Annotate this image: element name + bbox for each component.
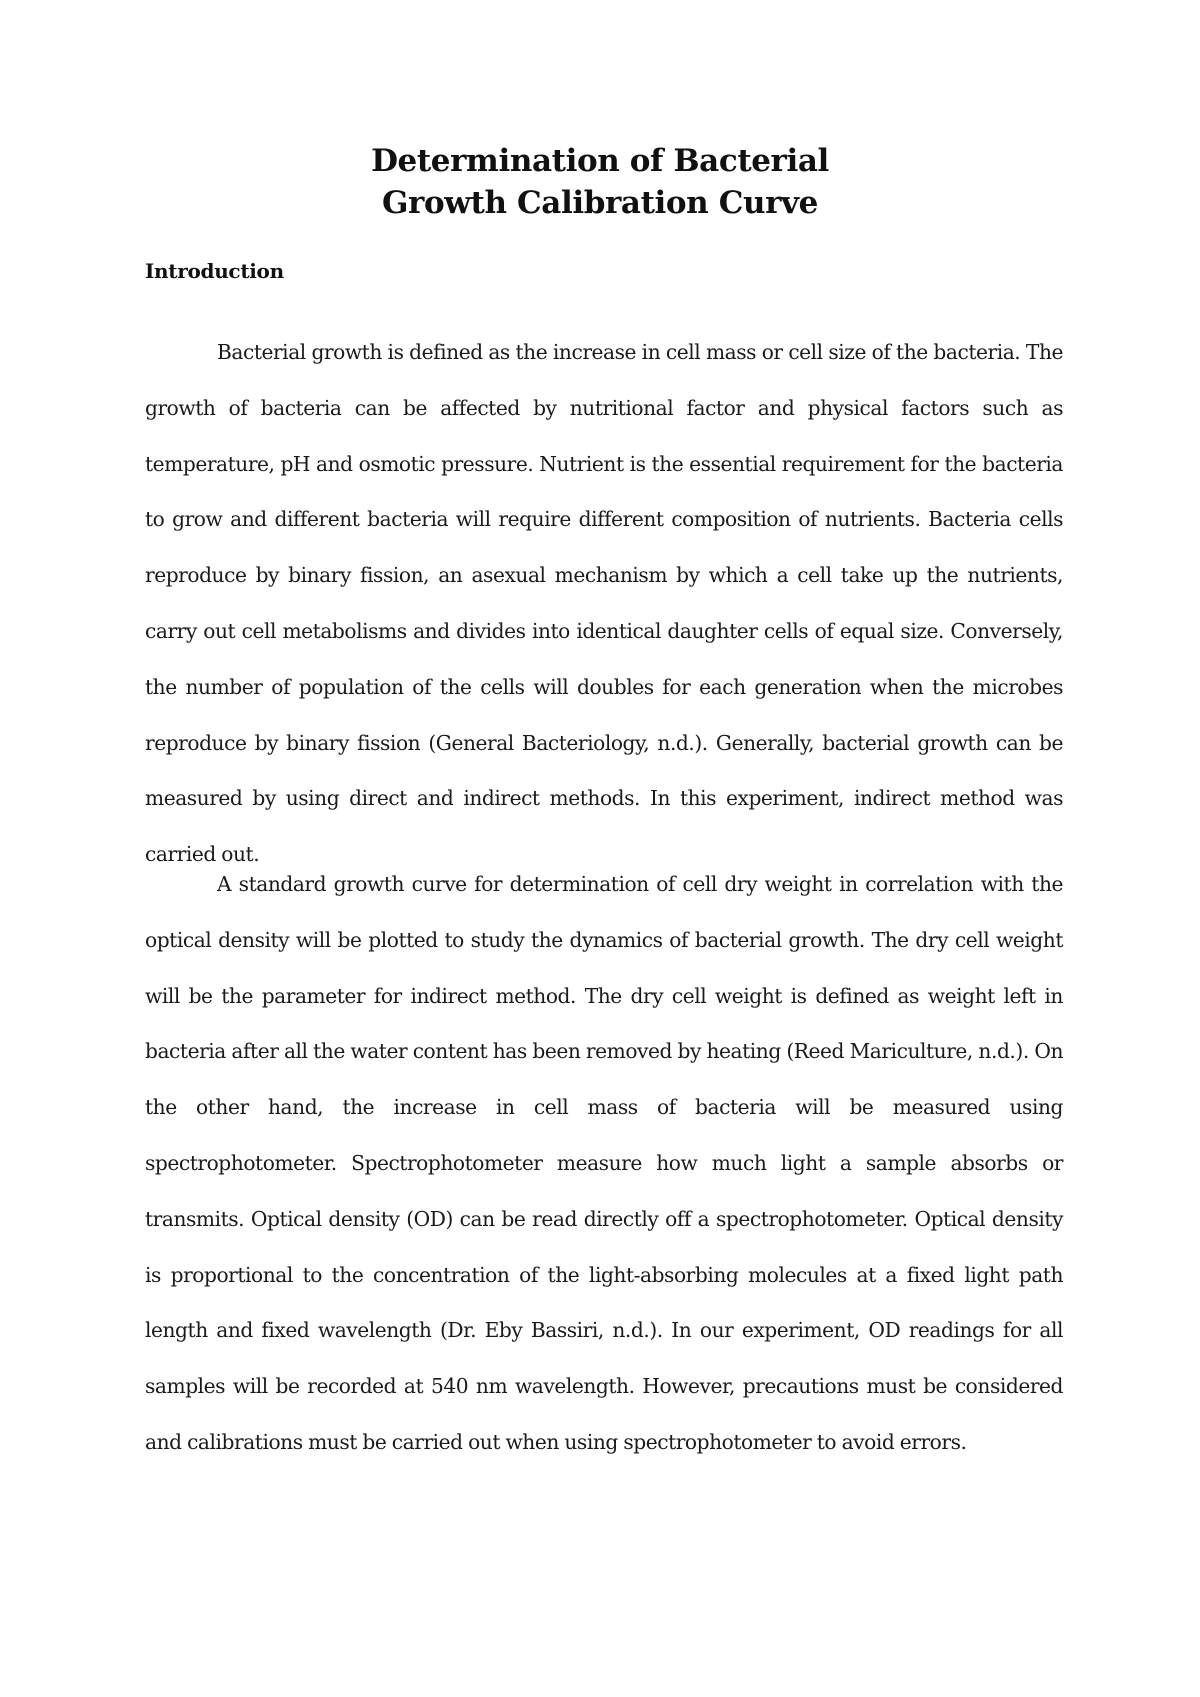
section-heading-introduction: Introduction [145,259,284,283]
paragraph-2: A standard growth curve for determination of cell dry weight in correlation with the optical density will be plotted to study the dynamics of bacterial growth. The dry cell weight will be the parameter for indirect method. The dry cell weight is defined as weight left in bacteria after all the water content has been removed by heating (Reed Mariculture, n.d.). On the other hand, the increase in cell mass of bacteria will be measured using spectrophotometer. Spectrophotometer measure how much light a sample absorbs or transmits. Optical density (OD) can be read directly off a spectrophotometer. Optical density is proportional to the concentration of the light-absorbing molecules at a fixed light path length and fixed wavelength (Dr. Eby Bassiri, n.d.). In our experiment, OD readings for all samples will be recorded at 540 nm wavelength. However, precautions must be considered and calibrations must be carried out when using spectrophotometer to avoid errors. [145,872,1063,1454]
document-title [0,140,1200,224]
title-line-2: Growth Calibration Curve [381,185,818,221]
paragraph-1: Bacterial growth is defined as the increase in cell mass or cell size of the bacteria. The growth of bacteria can be affected by nutritional factor and physical factors such as temperature, pH and osmotic pressure. Nutrient is the essential requirement for the bacteria to grow and different bacteria will require different composition of nutrients. Bacteria cells reproduce by binary fission, an asexual mechanism by which a cell take up the nutrients, carry out cell metabolisms and divides into identical daughter cells of equal size. Conversely, the number of population of the cells will doubles for each generation when the microbes reproduce by binary fission (General Bacteriology, n.d.). Generally, bacterial growth can be measured by using direct and indirect methods. In this experiment, indirect method was carried out. [145,340,1063,867]
title-line-1: Determination of Bacterial [371,143,829,179]
